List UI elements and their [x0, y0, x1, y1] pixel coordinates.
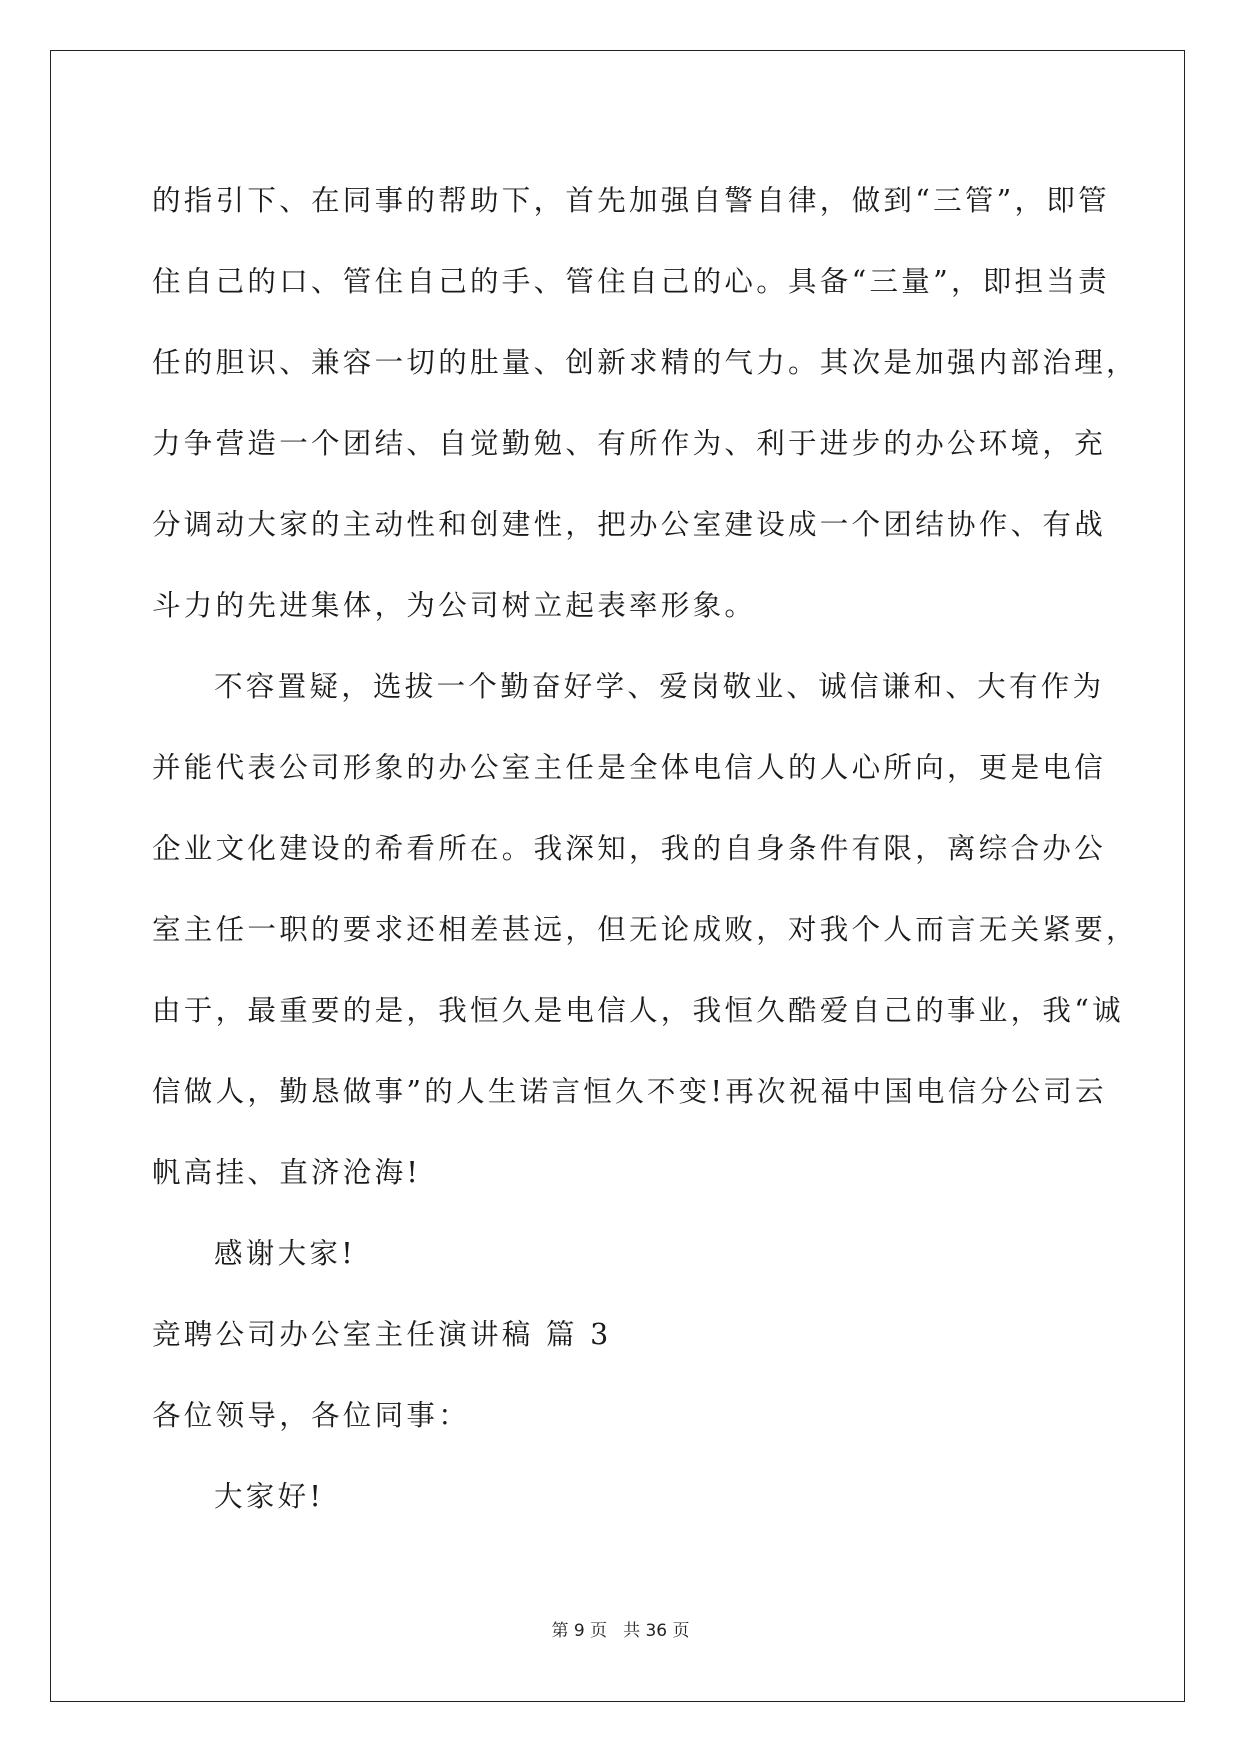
paragraph-start-line: 不容置疑，选拔一个勤奋好学、爱岗敬业、诚信谦和、大有作为	[214, 670, 1105, 703]
greeting: 大家好!	[214, 1480, 325, 1513]
document-body	[152, 160, 1138, 1537]
text-line: 信做人，勤恳做事”的人生诺言恒久不变!再次祝福中国电信分公司云	[152, 1075, 1107, 1108]
text-line: 由于，最重要的是，我恒久是电信人，我恒久酷爱自己的事业，我“诚	[152, 994, 1124, 1027]
text-line: 力争营造一个团结、自觉勤勉、有所作为、利于进步的办公环境，充	[152, 427, 1107, 460]
salutation: 各位领导，各位同事：	[152, 1399, 471, 1432]
text-line: 住自己的口、管住自己的手、管住自己的心。具备“三量”，即担当责	[152, 265, 1110, 298]
page-footer	[0, 1616, 1241, 1641]
text-line: 分调动大家的主动性和创建性，把办公室建设成一个团结协作、有战	[152, 508, 1107, 541]
text-line: 的指引下、在同事的帮助下，首先加强自警自律，做到“三管”，即管	[152, 184, 1110, 217]
text-line: 斗力的先进集体，为公司树立起表率形象。	[152, 589, 757, 622]
section-heading: 竞聘公司办公室主任演讲稿 篇 3	[152, 1318, 612, 1351]
page-number: 第 9 页	[551, 1621, 608, 1641]
closing-thanks: 感谢大家!	[214, 1237, 356, 1270]
page-total: 共 36 页	[623, 1621, 690, 1641]
text-line: 并能代表公司形象的办公室主任是全体电信人的人心所向，更是电信	[152, 751, 1107, 784]
text-line: 帆高挂、直济沧海!	[152, 1156, 422, 1189]
text-line: 室主任一职的要求还相差甚远，但无论成败，对我个人而言无关紧要，	[152, 913, 1138, 946]
text-line: 企业文化建设的希看所在。我深知，我的自身条件有限，离综合办公	[152, 832, 1107, 865]
text-line: 任的胆识、兼容一切的肚量、创新求精的气力。其次是加强内部治理，	[152, 346, 1138, 379]
